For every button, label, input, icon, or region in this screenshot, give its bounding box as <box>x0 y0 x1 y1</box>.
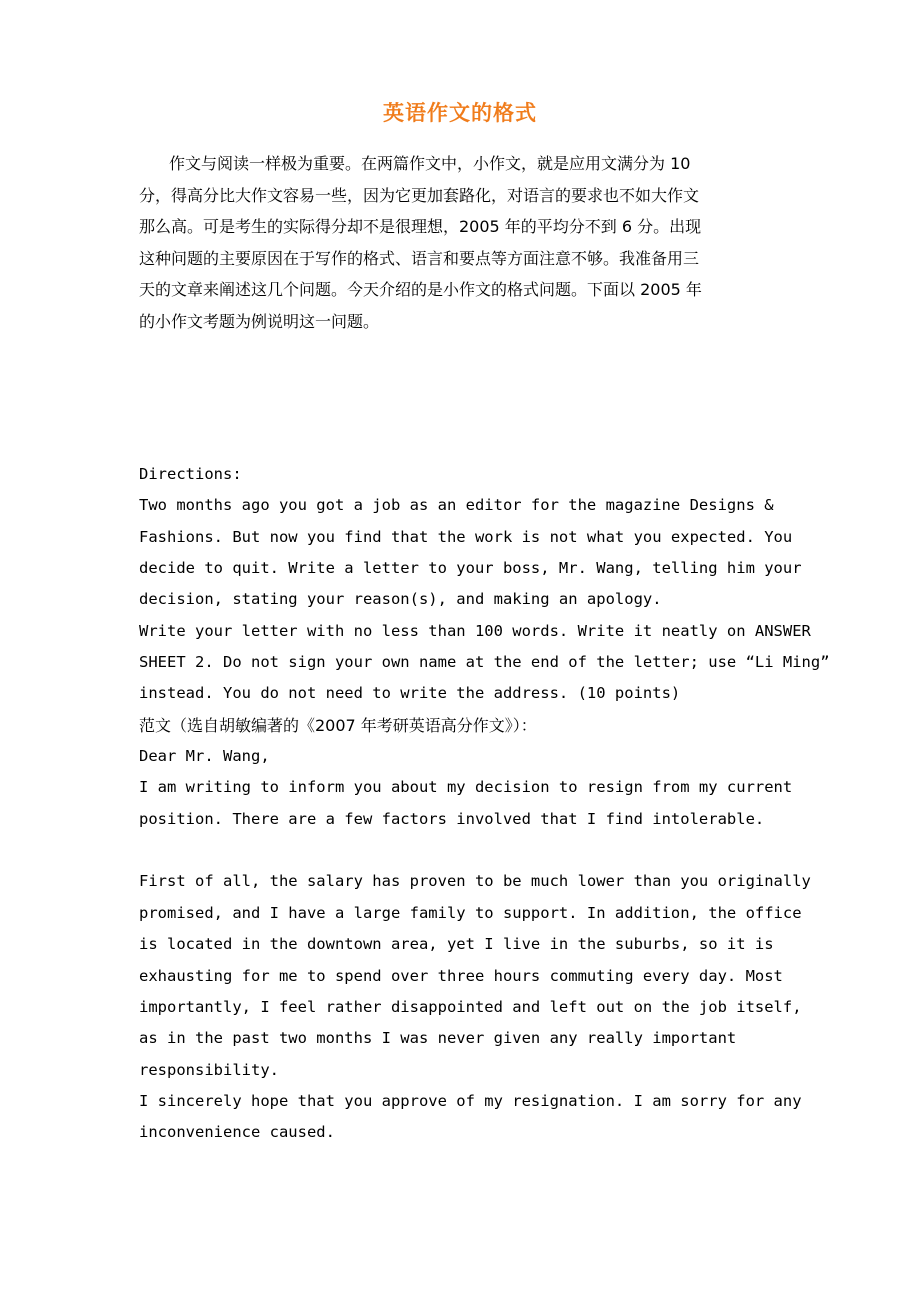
intro-paragraph <box>139 148 779 338</box>
letter-line: exhausting for me to spend over three hours commuting every day. Most <box>139 966 783 985</box>
exam-content <box>139 459 830 1149</box>
directions-line: decide to quit. Write a letter to your boss, Mr. Wang, telling him your <box>139 559 802 578</box>
letter-line: is located in the downtown area, yet I live in the suburbs, so it is <box>139 935 774 954</box>
intro-line: 那么高。可是考生的实际得分却不是很理想，2005 年的平均分不到 6 分。出现 <box>139 217 702 237</box>
directions-heading: Directions: <box>139 465 242 483</box>
letter-line: position. There are a few factors involved that I find intolerable. <box>139 809 765 828</box>
directions-line: SHEET 2. Do not sign your own name at the end of the letter; use “Li Ming” <box>139 653 830 672</box>
letter-line: I am writing to inform you about my decision to resign from my current <box>139 778 793 797</box>
letter-line: inconvenience caused. <box>139 1123 335 1142</box>
directions-line: decision, stating your reason(s), and making an apology. <box>139 590 662 609</box>
letter-line: responsibility. <box>139 1060 279 1079</box>
directions-line: instead. You do not need to write the address. (10 points) <box>139 684 681 703</box>
intro-line: 天的文章来阐述这几个问题。今天介绍的是小作文的格式问题。下面以 2005 年 <box>139 280 702 300</box>
directions-line: Write your letter with no less than 100 words. Write it neatly on ANSWER <box>139 621 811 640</box>
directions-line: Two months ago you got a job as an editor for the magazine Designs & <box>139 496 774 515</box>
directions-line: Fashions. But now you find that the work is not what you expected. You <box>139 527 793 546</box>
letter-line: importantly, I feel rather disappointed and left out on the job itself, <box>139 997 802 1016</box>
letter-line: promised, and I have a large family to support. In addition, the office <box>139 903 802 922</box>
intro-line: 作文与阅读一样极为重要。在两篇作文中，小作文，就是应用文满分为 10 <box>169 154 691 173</box>
letter-line: I sincerely hope that you approve of my resignation. I am sorry for any <box>139 1091 802 1110</box>
sample-essay-label: 范文（选自胡敏编著的《2007 年考研英语高分作文》）： <box>139 715 537 735</box>
letter-line: First of all, the salary has proven to be much lower than you originally <box>139 872 811 891</box>
intro-line: 的小作文考题为例说明这一问题。 <box>139 311 380 331</box>
intro-line: 这种问题的主要原因在于写作的格式、语言和要点等方面注意不够。我准备用三 <box>139 248 700 268</box>
intro-line: 分，得高分比大作文容易一些，因为它更加套路化，对语言的要求也不如大作文 <box>139 185 700 205</box>
letter-salutation: Dear Mr. Wang, <box>139 747 270 766</box>
paragraph-gap <box>139 835 819 866</box>
letter-line: as in the past two months I was never given any really important <box>139 1029 737 1048</box>
document-title: 英语作文的格式 <box>383 101 537 125</box>
